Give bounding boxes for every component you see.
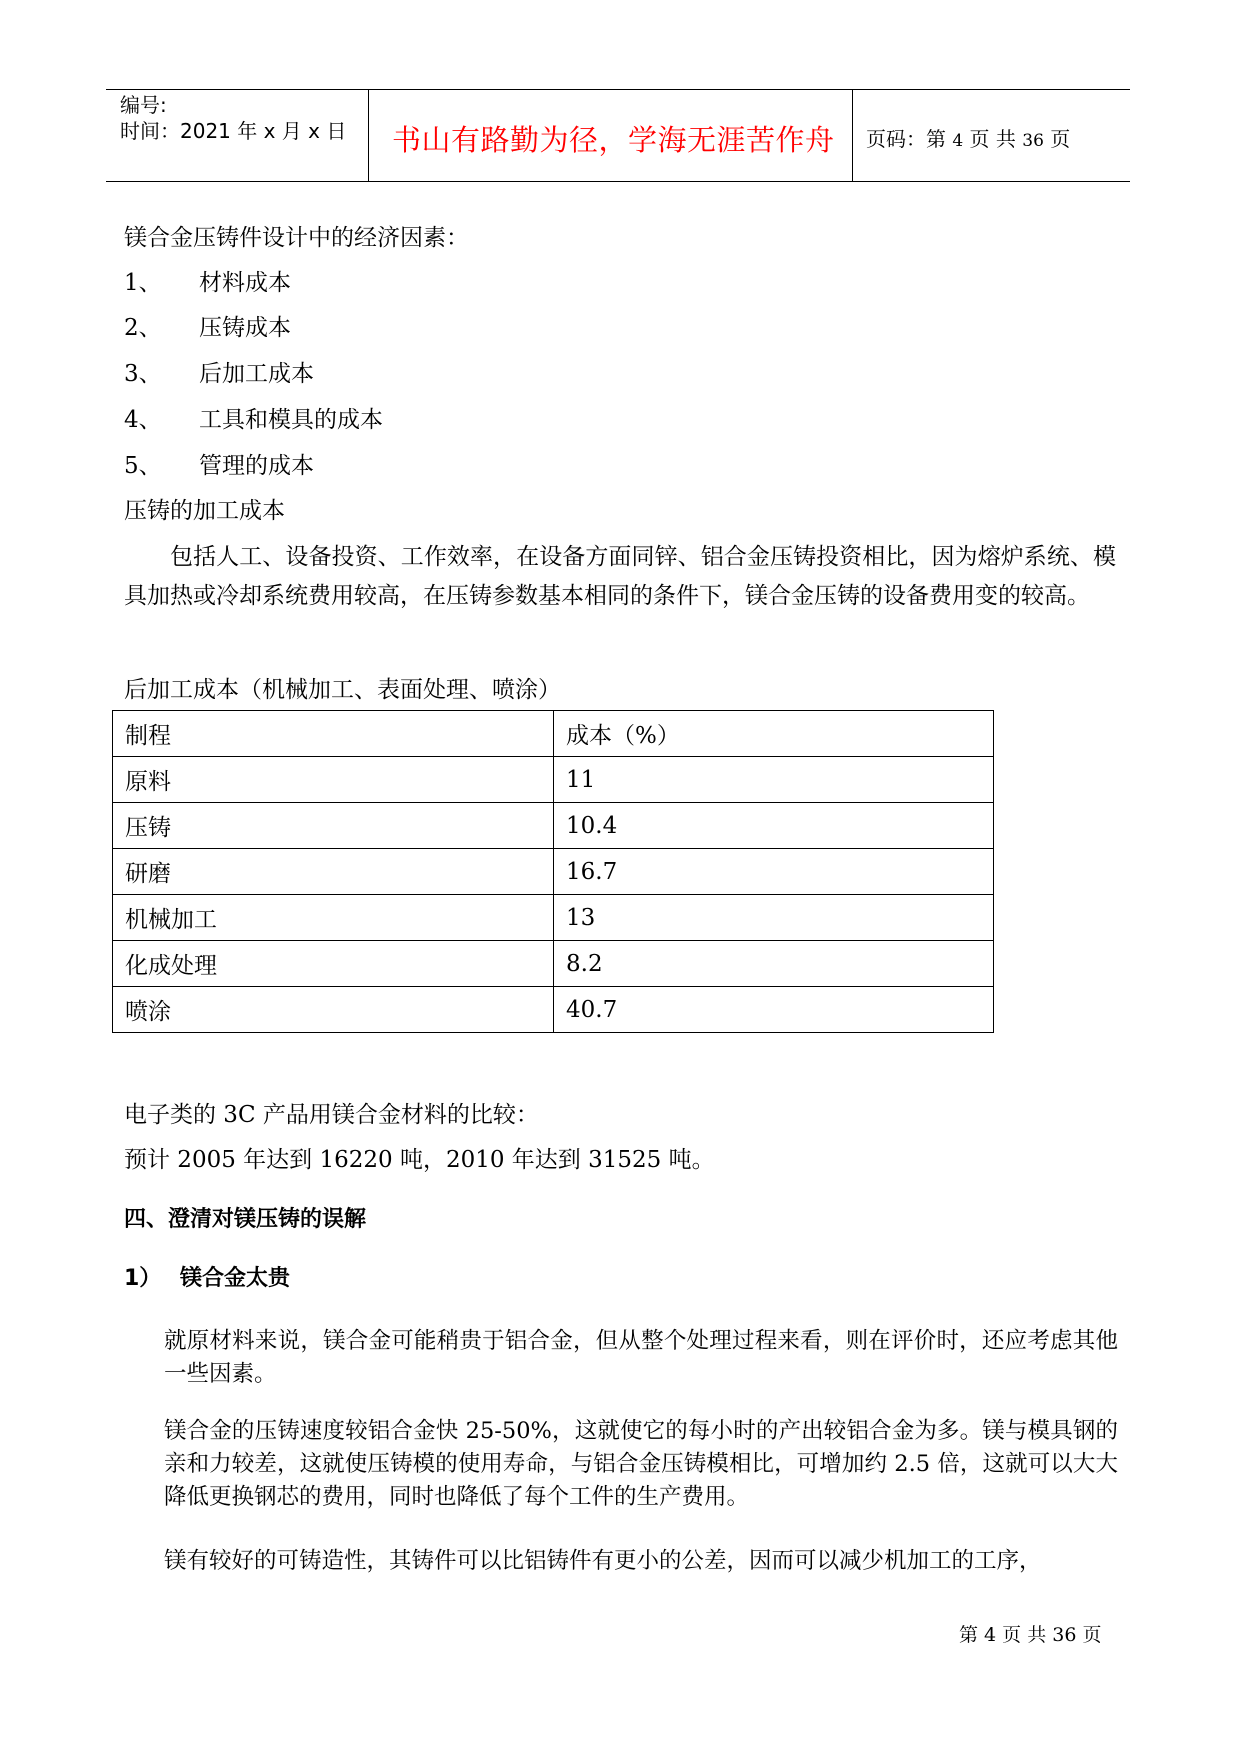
- table-cell-cost: 16.7: [554, 849, 994, 895]
- time-label: 时间：2021 年 x 月 x 日: [120, 119, 347, 143]
- table-header-cost: 成本（%）: [554, 711, 994, 757]
- factor-text: 管理的成本: [199, 453, 314, 479]
- factor-index: 5、: [124, 453, 162, 479]
- factor-item: [124, 311, 291, 345]
- header-motto: 书山有路勤为径，学海无涯苦作舟: [392, 123, 835, 157]
- table-cell-process: 喷涂: [113, 987, 554, 1033]
- page-mid: 页 共: [969, 127, 1016, 151]
- table-header-process: 制程: [113, 711, 554, 757]
- table-cell-cost: 40.7: [554, 987, 994, 1033]
- table-row: [113, 987, 994, 1033]
- table-row: [113, 895, 994, 941]
- paragraph-3: 镁有较好的可铸造性，其铸件可以比铝铸件有更小的公差，因而可以减少机加工的工序，: [164, 1548, 1042, 1574]
- table-cell-process: 化成处理: [113, 941, 554, 987]
- table-cell-process: 压铸: [113, 803, 554, 849]
- serial-label: 编号:: [120, 93, 167, 117]
- page-total: 36: [1022, 131, 1044, 151]
- table-cell-process: 原料: [113, 757, 554, 803]
- table-cell-process: 机械加工: [113, 895, 554, 941]
- factor-text: 压铸成本: [199, 315, 291, 341]
- section4-title: 四、澄清对镁压铸的误解: [124, 1207, 367, 1232]
- table-cell-cost: 10.4: [554, 803, 994, 849]
- factor-text: 后加工成本: [199, 361, 314, 387]
- item1-heading: [124, 1262, 290, 1296]
- header-divider-left: [368, 89, 369, 182]
- table-cell-cost: 8.2: [554, 941, 994, 987]
- table-row: [113, 803, 994, 849]
- page-prefix: 页码：第: [866, 127, 946, 151]
- factor-item: [124, 266, 291, 300]
- factor-text: 工具和模具的成本: [199, 407, 383, 433]
- table-cell-process: 研磨: [113, 849, 554, 895]
- paragraph-1: 就原材料来说，镁合金可能稍贵于铝合金，但从整个处理过程来看，则在评价时，还应考虑其他一些因素。: [164, 1328, 1118, 1387]
- intro-line: 镁合金压铸件设计中的经济因素：: [124, 225, 469, 251]
- table-row: [113, 757, 994, 803]
- electronics-title: 电子类的 3C 产品用镁合金材料的比较：: [124, 1102, 539, 1128]
- item1-number: 1）: [124, 1266, 162, 1291]
- footer-page-number: 第 4 页 共 36 页: [959, 1624, 1102, 1646]
- item1-title: 镁合金太贵: [180, 1266, 291, 1291]
- factor-item: [124, 449, 314, 483]
- factor-index: 3、: [124, 361, 162, 387]
- header-divider-right: [852, 89, 853, 182]
- header-page-info: [866, 123, 1070, 152]
- die-cast-cost-text: 包括人工、设备投资、工作效率，在设备方面同锌、铝合金压铸投资相比，因为熔炉系统、模具加热或冷却系统费用较高，在压铸参数基本相同的条件下，镁合金压铸的设备费用变的较高。: [124, 544, 1116, 609]
- page-suffix: 页: [1050, 127, 1071, 151]
- table-row: [113, 941, 994, 987]
- factor-index: 2、: [124, 315, 162, 341]
- factor-item: [124, 403, 383, 437]
- post-cost-title: 后加工成本（机械加工、表面处理、喷涂）: [124, 677, 561, 703]
- factor-item: [124, 357, 314, 391]
- die-cast-cost-title: 压铸的加工成本: [124, 498, 285, 524]
- factor-index: 1、: [124, 270, 162, 296]
- forecast-line: 预计 2005 年达到 16220 吨，2010 年达到 31525 吨。: [124, 1147, 715, 1173]
- factor-text: 材料成本: [199, 270, 291, 296]
- table-header-row: [113, 711, 994, 757]
- header-top-rule: [106, 89, 1130, 90]
- die-cast-cost-paragraph: [124, 538, 1116, 616]
- table-cell-cost: 13: [554, 895, 994, 941]
- paragraph-2: 镁合金的压铸速度较铝合金快 25-50%，这就使它的每小时的产出较铝合金为多。镁与模具钢的亲和力较差，这就使压铸模的使用寿命，与铝合金压铸模相比，可增加约 2.5 倍，这就可以大大降低更换钢芯的费用，同时也降低了每个工件的生产费用。: [164, 1418, 1118, 1510]
- header-bottom-rule: [106, 181, 1130, 182]
- table-cell-cost: 11: [554, 757, 994, 803]
- page-current: 4: [952, 131, 964, 151]
- table-row: [113, 849, 994, 895]
- factor-index: 4、: [124, 407, 162, 433]
- cost-table: [112, 710, 994, 1033]
